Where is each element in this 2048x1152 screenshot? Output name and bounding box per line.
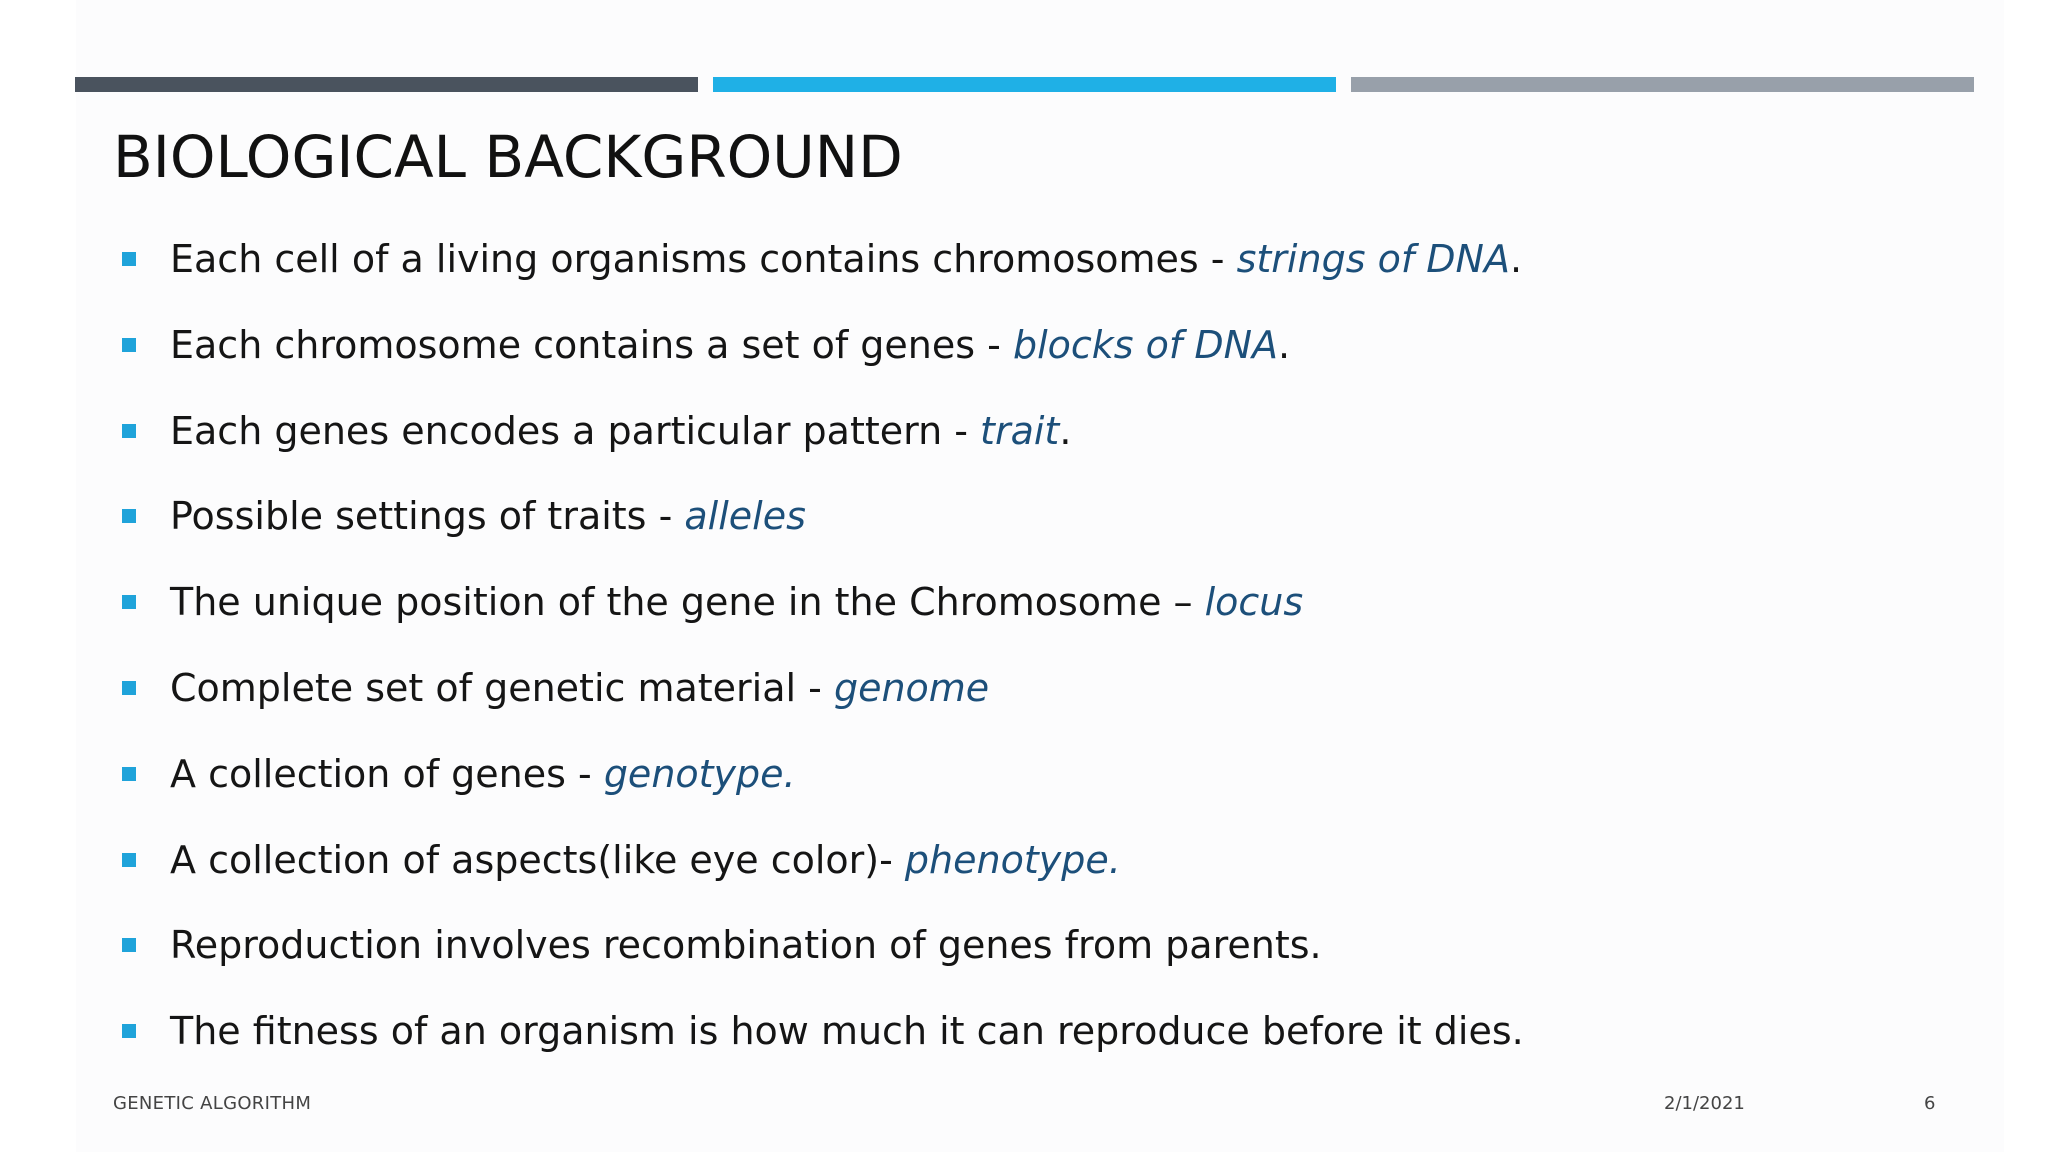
- square-bullet-icon: [122, 938, 136, 952]
- bullet-text: [170, 827, 1121, 893]
- square-bullet-icon: [122, 1024, 136, 1038]
- bullet-text: [170, 398, 1071, 464]
- square-bullet-icon: [122, 767, 136, 781]
- bullet-body: Each genes encodes a particular pattern -: [170, 408, 981, 453]
- bullet-text: [170, 312, 1290, 378]
- bullet-term: trait: [980, 408, 1060, 453]
- bullet-body: Each chromosome contains a set of genes -: [170, 322, 1013, 367]
- bullet-body: Each cell of a living organisms contains chromosomes -: [170, 237, 1237, 281]
- footer-date: 2/1/2021: [1664, 1093, 1745, 1114]
- bullet-text: [170, 998, 1524, 1064]
- accent-bar-gray: [1351, 77, 1974, 92]
- bullet-body: Reproduction involves recombination of genes from parents.: [170, 923, 1322, 968]
- bullet-suffix: .: [1509, 237, 1523, 281]
- bullet-body: Possible settings of traits -: [170, 494, 685, 539]
- bullet-body: A collection of aspects(like eye color)-: [170, 837, 905, 882]
- bullet-body: The fitness of an organism is how much it can reproduce before it dies.: [170, 1009, 1524, 1054]
- square-bullet-icon: [122, 252, 136, 266]
- bullet-suffix: .: [1059, 408, 1072, 453]
- square-bullet-icon: [122, 681, 136, 695]
- bullet-term: genome: [833, 665, 990, 710]
- footer-presentation-title: GENETIC ALGORITHM: [113, 1093, 312, 1114]
- bullet-body: Complete set of genetic material -: [170, 665, 834, 710]
- square-bullet-icon: [122, 424, 136, 438]
- bullet-term: strings of DNA: [1236, 237, 1510, 281]
- bullet-body: A collection of genes -: [170, 751, 604, 796]
- bullet-text: [170, 655, 989, 721]
- accent-bar-blue: [713, 77, 1336, 92]
- footer-page-number: 6: [1924, 1093, 1936, 1114]
- slide-title: BIOLOGICAL BACKGROUND: [113, 123, 903, 191]
- bullet-text: [170, 741, 796, 807]
- bullet-text: [170, 912, 1322, 978]
- bullet-term: genotype.: [603, 751, 796, 796]
- square-bullet-icon: [122, 595, 136, 609]
- square-bullet-icon: [122, 338, 136, 352]
- bullet-term: alleles: [684, 494, 806, 539]
- square-bullet-icon: [122, 509, 136, 523]
- bullet-term: locus: [1204, 580, 1304, 625]
- square-bullet-icon: [122, 853, 136, 867]
- accent-bar-dark: [75, 77, 698, 92]
- bullet-term: phenotype.: [904, 837, 1121, 882]
- bullet-body: The unique position of the gene in the Chromosome –: [170, 580, 1205, 625]
- bullet-term: blocks of DNA: [1012, 322, 1279, 367]
- bullet-text: [170, 569, 1303, 635]
- bullet-text: [170, 483, 806, 549]
- bullet-suffix: .: [1278, 322, 1291, 367]
- bullet-text: [170, 226, 1522, 292]
